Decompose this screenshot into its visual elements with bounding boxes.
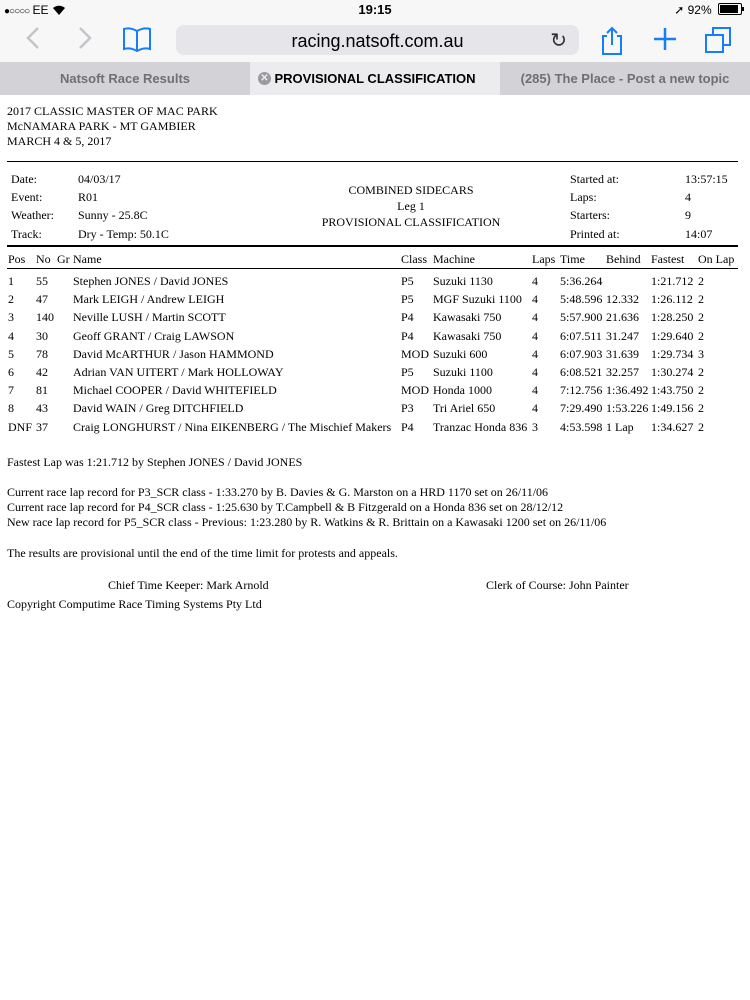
cell-pos: 2	[8, 292, 14, 307]
carrier-label: EE	[32, 3, 49, 17]
col-laps: Laps	[532, 252, 556, 266]
cell-no: 43	[36, 401, 48, 416]
cell-class: P3	[401, 401, 414, 416]
printed-value: 14:07	[685, 227, 713, 241]
cell-laps: 4	[532, 274, 538, 288]
forward-button[interactable]	[78, 26, 92, 56]
lap-record-p4: Current race lap record for P4_SCR class - 1:25.630 by T.Campbell & B Fitzgerald on a Honda 836 set on 28/12/12	[7, 500, 564, 514]
cell-pos: 7	[8, 383, 14, 398]
signal-icon: ●○○○○	[4, 6, 30, 17]
cell-laps: 4	[532, 401, 538, 416]
tab-provisional-classification[interactable]	[250, 62, 500, 95]
cell-name: Michael COOPER / David WHITEFIELD	[73, 383, 277, 398]
cell-pos: 4	[8, 328, 14, 343]
cell-time: 5:57.900	[560, 310, 603, 325]
venue: McNAMARA PARK - MT GAMBIER	[7, 119, 196, 133]
track-value: Dry - Temp: 50.1C	[78, 227, 169, 241]
cell-class: MOD	[401, 383, 430, 398]
cell-pos: 3	[8, 310, 14, 325]
cell-fastest: 1:29.640	[651, 328, 694, 343]
cell-onlap: 2	[698, 328, 704, 343]
col-gr: Gr	[57, 252, 70, 266]
cell-name: Geoff GRANT / Craig LAWSON	[73, 328, 235, 343]
cell-machine: Kawasaki 750	[433, 310, 502, 325]
cell-machine: Honda 1000	[433, 383, 492, 398]
col-fastest: Fastest	[651, 252, 685, 266]
back-button[interactable]	[26, 26, 40, 56]
cell-onlap: 2	[698, 274, 704, 288]
cell-machine: Kawasaki 750	[433, 328, 502, 343]
tab-label: Natsoft Race Results	[59, 71, 191, 86]
cell-time: 6:07.903	[560, 346, 603, 361]
cell-machine: Suzuki 1130	[433, 274, 493, 288]
lap-record-p3: Current race lap record for P3_SCR class - 1:33.270 by B. Davies & G. Marston on a HRD 1170 set on 26/11/06	[7, 485, 549, 499]
col-no: No	[36, 252, 51, 266]
cell-machine: Tranzac Honda 836	[433, 419, 528, 434]
col-class: Class	[401, 252, 428, 266]
cell-pos: 1	[8, 274, 14, 288]
tab-label: (285) The Place - Post a new topic	[520, 71, 730, 86]
bookmarks-icon[interactable]	[122, 26, 152, 58]
address-bar[interactable]	[176, 25, 579, 55]
cell-fastest: 1:29.734	[651, 346, 694, 361]
col-onlap: On Lap	[698, 252, 735, 266]
provisional-note: The results are provisional until the end of the time limit for protests and appeals.	[7, 546, 398, 560]
cell-behind: 31.639	[606, 346, 639, 361]
cell-machine: Suzuki 1100	[433, 365, 493, 379]
event-label: Event:	[11, 190, 43, 204]
cell-time: 6:08.521	[560, 365, 603, 379]
laps-value: 4	[685, 190, 691, 204]
share-icon[interactable]	[600, 26, 624, 62]
cell-laps: 4	[532, 365, 538, 379]
cell-no: 55	[36, 274, 48, 288]
starters-label: Starters:	[570, 208, 610, 222]
session-leg: Leg 1	[397, 199, 425, 213]
close-tab-icon[interactable]: ✕	[258, 72, 271, 85]
laps-label: Laps:	[570, 190, 597, 204]
reload-icon[interactable]: ↻	[550, 30, 567, 52]
url-text: racing.natsoft.com.au	[291, 31, 464, 51]
cell-fastest: 1:30.274	[651, 365, 694, 379]
battery-percent: 92%	[687, 3, 712, 17]
cell-class: P5	[401, 365, 414, 379]
tab-natsoft-race-results[interactable]	[0, 62, 250, 95]
tabs-overview-icon[interactable]	[704, 26, 732, 60]
cell-no: 37	[36, 419, 48, 434]
cell-laps: 4	[532, 292, 538, 307]
cell-pos: 5	[8, 346, 14, 361]
event-title: 2017 CLASSIC MASTER OF MAC PARK	[7, 104, 218, 118]
cell-class: P4	[401, 310, 414, 325]
battery-icon	[718, 3, 742, 15]
cell-name: Adrian VAN UITERT / Mark HOLLOWAY	[73, 365, 284, 379]
session-name: COMBINED SIDECARS	[348, 183, 474, 197]
weather-label: Weather:	[11, 208, 55, 222]
cell-class: P4	[401, 328, 414, 343]
cell-behind: 21.636	[606, 310, 639, 325]
cell-fastest: 1:34.627	[651, 419, 694, 434]
col-name: Name	[73, 252, 102, 266]
cell-fastest: 1:26.112	[651, 292, 693, 307]
cell-pos: 8	[8, 401, 14, 416]
started-value: 13:57:15	[685, 172, 728, 186]
new-tab-icon[interactable]	[652, 26, 678, 58]
cell-behind: 31.247	[606, 328, 639, 343]
location-arrow-icon: ➚	[674, 3, 685, 17]
cell-time: 7:12.756	[560, 383, 603, 398]
chief-time-keeper: Chief Time Keeper: Mark Arnold	[108, 578, 269, 592]
col-machine: Machine	[433, 252, 475, 266]
event-value: R01	[78, 190, 99, 204]
col-behind: Behind	[606, 252, 641, 266]
clerk-of-course: Clerk of Course: John Painter	[486, 578, 629, 592]
cell-name: David McARTHUR / Jason HAMMOND	[73, 346, 274, 361]
fastest-lap-note: Fastest Lap was 1:21.712 by Stephen JONES / David JONES	[7, 455, 303, 469]
cell-onlap: 3	[698, 346, 704, 361]
cell-time: 5:48.596	[560, 292, 603, 307]
cell-class: P4	[401, 419, 414, 434]
cell-time: 7:29.490	[560, 401, 603, 416]
track-label: Track:	[11, 227, 42, 241]
cell-behind: 1 Lap	[606, 419, 634, 434]
cell-no: 47	[36, 292, 48, 307]
cell-name: Stephen JONES / David JONES	[73, 274, 229, 288]
cell-name: Craig LONGHURST / Nina EIKENBERG / The Mischief Makers	[73, 419, 392, 434]
copyright: Copyright Computime Race Timing Systems Pty Ltd	[7, 597, 262, 611]
divider-thick	[7, 245, 738, 247]
status-bar	[0, 0, 750, 20]
cell-behind: 12.332	[606, 292, 639, 307]
browser-toolbar	[0, 20, 750, 62]
cell-onlap: 2	[698, 310, 704, 325]
cell-class: P5	[401, 274, 414, 288]
cell-no: 30	[36, 328, 48, 343]
cell-onlap: 2	[698, 292, 704, 307]
cell-no: 81	[36, 383, 48, 398]
cell-laps: 4	[532, 383, 538, 398]
tab-the-place[interactable]	[500, 62, 750, 95]
cell-fastest: 1:28.250	[651, 310, 694, 325]
cell-onlap: 2	[698, 365, 704, 379]
col-pos: Pos	[8, 252, 26, 266]
cell-machine: Tri Ariel 650	[433, 401, 496, 416]
cell-machine: Suzuki 600	[433, 346, 488, 361]
tab-label: PROVISIONAL CLASSIFICATION	[274, 71, 476, 86]
cell-name: Mark LEIGH / Andrew LEIGH	[73, 292, 225, 307]
cell-class: MOD	[401, 346, 430, 361]
started-label: Started at:	[570, 172, 619, 186]
cell-behind: 1:36.492	[606, 383, 649, 398]
cell-no: 42	[36, 365, 48, 379]
tab-bar	[0, 62, 750, 95]
cell-laps: 3	[532, 419, 538, 434]
cell-time: 4:53.598	[560, 419, 603, 434]
cell-onlap: 2	[698, 419, 704, 434]
col-time: Time	[560, 252, 585, 266]
cell-behind: 32.257	[606, 365, 639, 379]
cell-laps: 4	[532, 346, 538, 361]
cell-time: 5:36.264	[560, 274, 603, 288]
date-value: 04/03/17	[78, 172, 121, 186]
weather-value: Sunny - 25.8C	[78, 208, 148, 222]
cell-behind: 1:53.226	[606, 401, 649, 416]
cell-onlap: 2	[698, 383, 704, 398]
event-dates: MARCH 4 & 5, 2017	[7, 134, 112, 148]
cell-laps: 4	[532, 328, 538, 343]
divider	[7, 268, 738, 269]
cell-machine: MGF Suzuki 1100	[433, 292, 522, 307]
status-time: 19:15	[358, 2, 392, 17]
cell-laps: 4	[532, 310, 538, 325]
session-status: PROVISIONAL CLASSIFICATION	[321, 215, 501, 229]
cell-pos: DNF	[8, 419, 33, 434]
cell-onlap: 2	[698, 401, 704, 416]
divider	[7, 161, 738, 162]
cell-class: P5	[401, 292, 414, 307]
cell-fastest: 1:49.156	[651, 401, 694, 416]
cell-pos: 6	[8, 365, 14, 379]
cell-time: 6:07.511	[560, 328, 602, 343]
status-right	[674, 3, 742, 17]
printed-label: Printed at:	[570, 227, 620, 241]
cell-fastest: 1:21.712	[651, 274, 694, 288]
cell-fastest: 1:43.750	[651, 383, 694, 398]
cell-no: 78	[36, 346, 48, 361]
starters-value: 9	[685, 208, 691, 222]
cell-no: 140	[36, 310, 54, 325]
cell-name: David WAIN / Greg DITCHFIELD	[73, 401, 244, 416]
date-label: Date:	[11, 172, 37, 186]
cell-name: Neville LUSH / Martin SCOTT	[73, 310, 226, 325]
lap-record-p5: New race lap record for P5_SCR class - Previous: 1:23.280 by R. Watkins & R. Brittain on a Kawasaki 1200 set on 26/11/06	[7, 515, 607, 529]
